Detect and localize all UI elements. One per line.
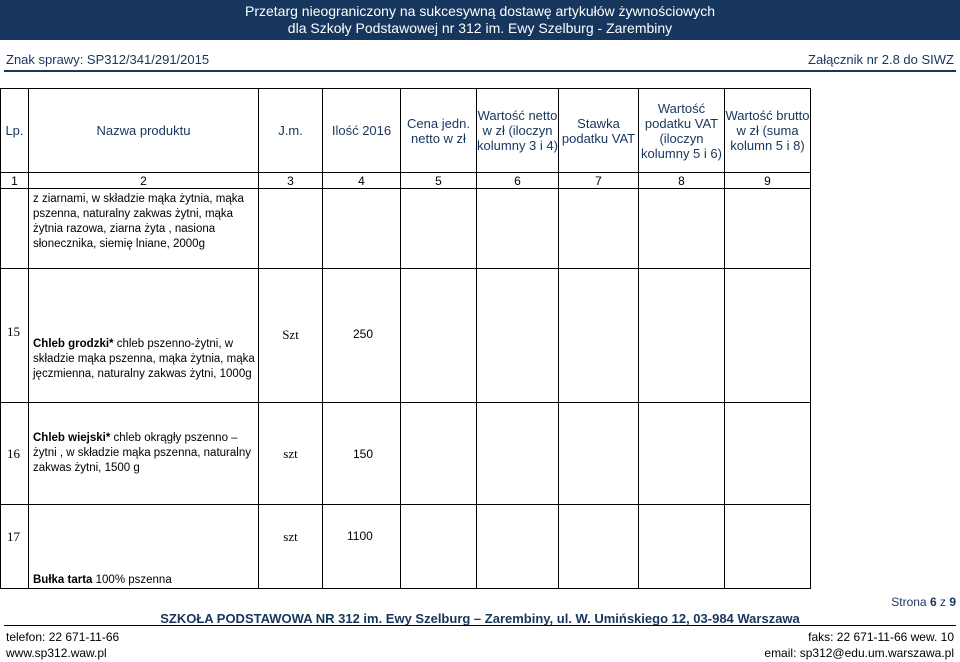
product-name: Chleb grodzki* (33, 338, 114, 350)
document-title-bar (0, 0, 960, 40)
col-header-unit: J.m. (259, 89, 323, 173)
title-line-1: Przetarg nieograniczony na sukcesywną dostawę artykułów żywnościowych (245, 3, 715, 19)
row-description (29, 403, 259, 505)
col-number: 8 (639, 173, 725, 189)
col-header-vat-rate: Stawka podatku VAT (559, 89, 639, 173)
col-header-price: Cena jedn. netto w zł (401, 89, 477, 173)
product-table (0, 88, 811, 589)
product-name: Bułka tarta (33, 574, 93, 586)
product-details: 100% pszenna (92, 574, 172, 586)
table-row (1, 403, 811, 505)
page-number (891, 595, 956, 609)
attachment-label: Załącznik nr 2.8 do SIWZ (808, 52, 954, 67)
table-row (1, 189, 811, 269)
col-header-lp: Lp. (1, 89, 29, 173)
page-of: z (939, 595, 946, 609)
page-total: 9 (949, 595, 956, 609)
col-number: 1 (1, 173, 29, 189)
title-line-2: dla Szkoły Podstawowej nr 312 im. Ewy Szelburg - Zarembiny (287, 20, 673, 36)
col-number: 9 (725, 173, 811, 189)
col-number: 4 (323, 173, 401, 189)
page-current: 6 (929, 595, 937, 609)
product-details: chleb pszenno-żytni, w składzie mąka pszenna, mąka żytnia, mąka jęczmienna, naturalny zakwas żytni, 1000g (33, 338, 255, 380)
col-number: 6 (477, 173, 559, 189)
row-lp: 17 (1, 505, 29, 589)
col-number: 7 (559, 173, 639, 189)
col-header-name: Nazwa produktu (29, 89, 259, 173)
col-header-net: Wartość netto w zł (iloczyn kolumny 3 i 4) (477, 89, 559, 173)
row-unit: Szt (259, 269, 323, 403)
table-row (1, 269, 811, 403)
row-qty: 250 (323, 269, 401, 403)
footer-rule (4, 625, 956, 626)
col-number: 2 (29, 173, 259, 189)
footer-fax: faks: 22 671-11-66 wew. 10 (808, 630, 954, 644)
footer-phone: telefon: 22 671-11-66 (6, 630, 120, 644)
column-number-row (1, 173, 811, 189)
row-description (29, 269, 259, 403)
product-details: chleb okrągły pszenno – żytni , w składzie mąka pszenna, naturalny zakwas żytni, 1500 g (33, 432, 251, 474)
table-row (1, 505, 811, 589)
row-lp: 15 (1, 269, 29, 403)
col-number: 3 (259, 173, 323, 189)
row-description (29, 505, 259, 589)
footer-email[interactable]: email: sp312@edu.um.warszawa.pl (764, 646, 954, 660)
continuation-description: z ziarnami, w składzie mąka żytnia, mąka pszenna, naturalny zakwas żytni, mąka żytnia razowa, ziarna żyta , nasiona słonecznika, siemię lniane, 2000g (29, 189, 259, 269)
col-header-vat-value: Wartość podatku VAT (iloczyn kolumny 5 i 6) (639, 89, 725, 173)
header-row (1, 89, 811, 173)
row-unit: szt (259, 403, 323, 505)
page-label: Strona (891, 595, 927, 609)
col-number: 5 (401, 173, 477, 189)
header-rule (4, 70, 956, 72)
school-address: SZKOŁA PODSTAWOWA NR 312 im. Ewy Szelburg – Zarembiny, ul. W. Umińskiego 12, 03-984 Warszawa (160, 611, 800, 626)
col-header-gross: Wartość brutto w zł (suma kolumn 5 i 8) (725, 89, 811, 173)
row-qty: 1100 (323, 505, 401, 589)
row-unit: szt (259, 505, 323, 589)
col-header-qty: Ilość 2016 (323, 89, 401, 173)
footer-website[interactable]: www.sp312.waw.pl (6, 646, 107, 660)
case-number: Znak sprawy: SP312/341/291/2015 (6, 52, 210, 67)
row-lp: 16 (1, 403, 29, 505)
row-qty: 150 (323, 403, 401, 505)
product-name: Chleb wiejski* (33, 432, 111, 444)
